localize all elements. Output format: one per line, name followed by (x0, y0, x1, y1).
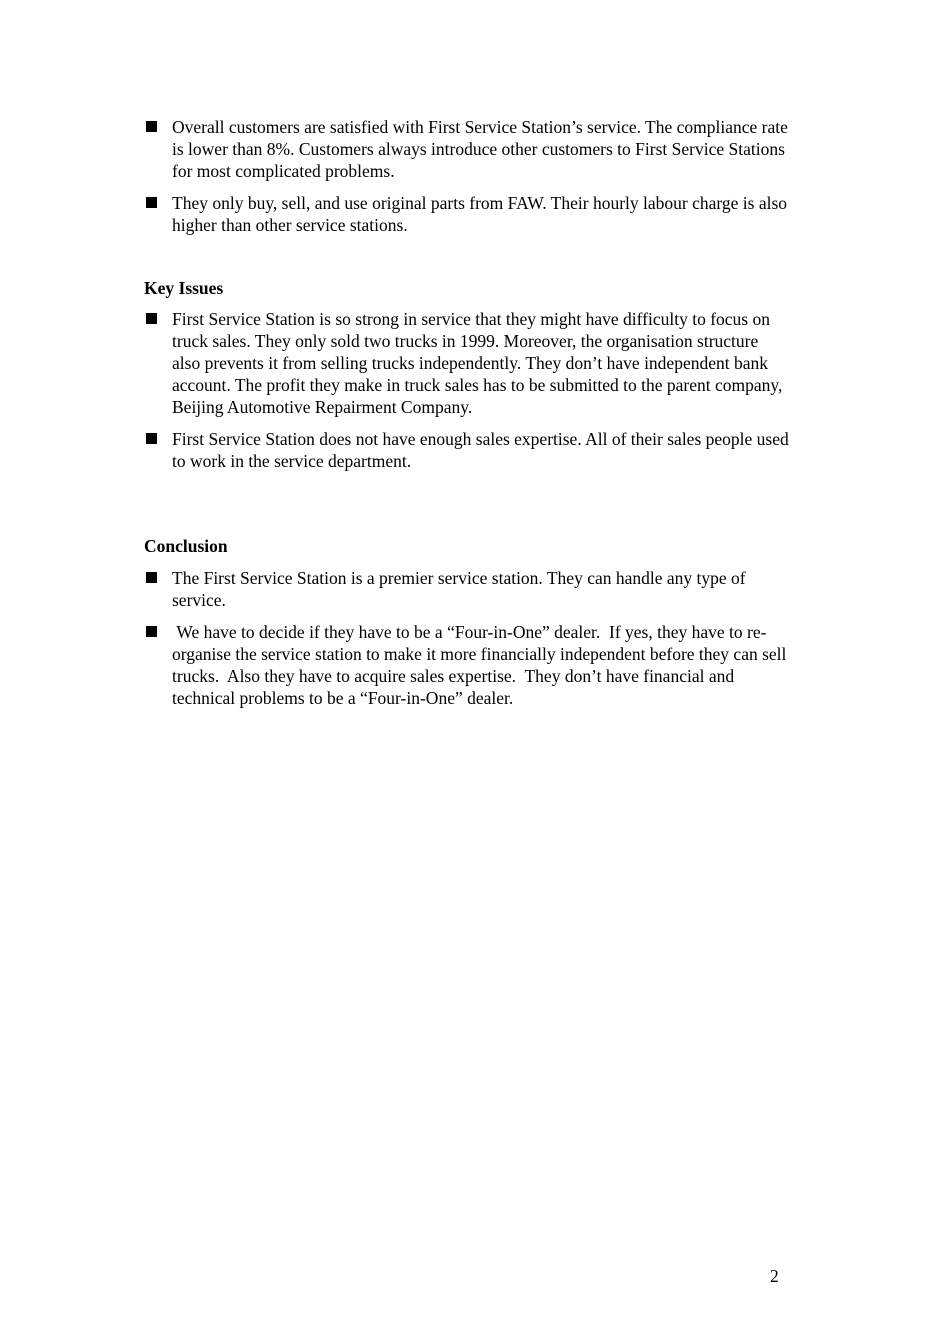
square-bullet-icon (146, 313, 157, 324)
list-item (144, 116, 789, 182)
list-item (144, 621, 789, 709)
list-item-text: They only buy, sell, and use original parts from FAW. Their hourly labour charge is also higher than other service stations. (172, 193, 788, 235)
intro-bullet-list (144, 116, 789, 246)
list-item-text: The First Service Station is a premier service station. They can handle any type of service. (172, 568, 746, 610)
list-item (144, 567, 789, 611)
list-item (144, 308, 789, 418)
list-item (144, 428, 789, 472)
key-issues-bullet-list (144, 308, 789, 482)
list-item (144, 192, 789, 236)
list-item-text: We have to decide if they have to be a “Four-in-One” dealer. If yes, they have to re-organise the service station to make it more financially independent before they can sell trucks. Also they have to acquire sales expertise. They don’t have financial and technical problems to be a “Four-in-One” dealer. (172, 622, 791, 708)
list-item-text: First Service Station does not have enough sales expertise. All of their sales people used to work in the service department. (172, 429, 789, 471)
conclusion-bullet-list (144, 567, 789, 719)
list-item-text: First Service Station is so strong in service that they might have difficulty to focus on truck sales. They only sold two trucks in 1999. Moreover, the organisation structure also prevents it from selling trucks independently. They don’t have independent bank account. The profit they make in truck sales has to be submitted to the parent company, Beijing Automotive Repairment Company. (172, 309, 783, 417)
conclusion-heading: Conclusion (144, 536, 228, 556)
square-bullet-icon (146, 572, 157, 583)
key-issues-heading: Key Issues (144, 278, 224, 298)
list-item-text: Overall customers are satisfied with First Service Station’s service. The compliance rate is lower than 8%. Customers always introduce other customers to First Service Stations for most complicated problems. (172, 117, 788, 181)
square-bullet-icon (146, 121, 157, 132)
square-bullet-icon (146, 197, 157, 208)
square-bullet-icon (146, 433, 157, 444)
square-bullet-icon (146, 626, 157, 637)
page-number: 2 (770, 1266, 779, 1286)
